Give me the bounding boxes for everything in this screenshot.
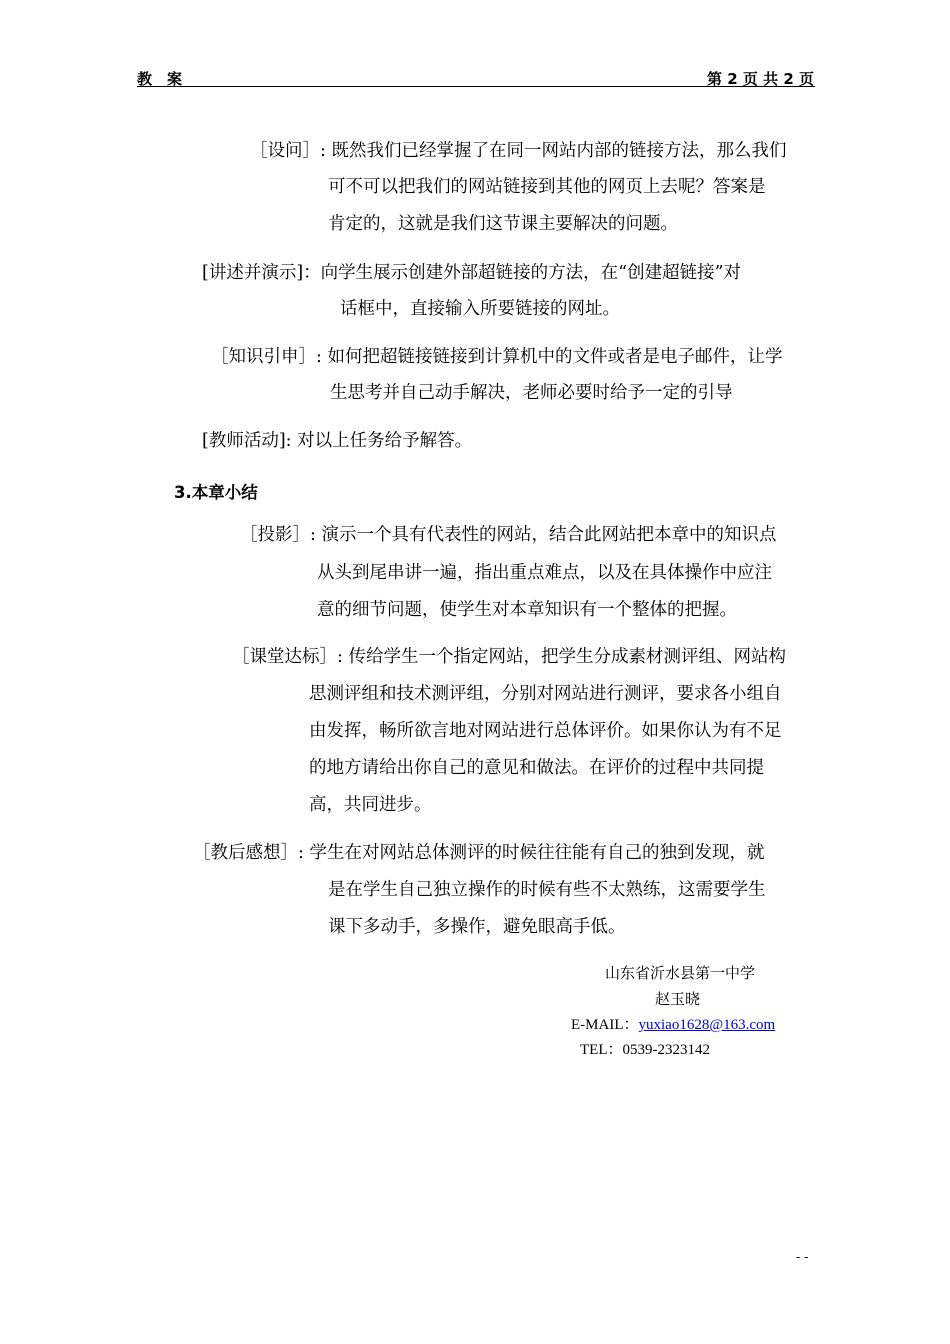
reflection-line-2: 是在学生自己独立操作的时候有些不太熟练，这需要学生	[328, 880, 766, 900]
email-link[interactable]: yuxiao1628@163.com	[638, 1017, 776, 1033]
projection-line-1: ［投影］: 演示一个具有代表性的网站，结合此网站把本章中的知识点	[240, 525, 777, 545]
signature-school: 山东省沂水县第一中学	[605, 966, 756, 982]
class-goal-line-4: 的地方请给出你自己的意见和做法。在评价的过程中共同提	[309, 758, 764, 778]
signature-email-row	[571, 1015, 775, 1035]
reflection-line-1: ［教后感想］: 学生在对网站总体测评的时候往往能有自己的独到发现，就	[193, 843, 765, 863]
extension-line-2: 生思考并自己动手解决，老师必要时给予一定的引导	[330, 383, 733, 403]
section-heading: 3.本章小结	[174, 483, 258, 502]
header-title: 教 案	[137, 70, 183, 88]
header-page-count: 第 2 页 共 2 页	[707, 70, 814, 88]
class-goal-line-3: 由发挥，畅所欲言地对网站进行总体评价。如果你认为有不足	[309, 721, 782, 741]
projection-line-3: 意的细节问题，使学生对本章知识有一个整体的把握。	[317, 600, 737, 620]
question-line-2: 可不可以把我们的网站链接到其他的网页上去呢？答案是	[328, 177, 766, 197]
email-label: E-MAIL：	[571, 1017, 639, 1033]
footer-page-mark: - -	[796, 1250, 809, 1264]
projection-line-2: 从头到尾串讲一遍，指出重点难点，以及在具体操作中应注	[317, 563, 772, 583]
question-line-3: 肯定的，这就是我们这节课主要解决的问题。	[328, 214, 678, 234]
extension-line-1: ［知识引申］: 如何把超链接链接到计算机中的文件或者是电子邮件，让学	[211, 347, 783, 367]
reflection-line-3: 课下多动手，多操作，避免眼高手低。	[328, 917, 626, 937]
class-goal-line-1: ［课堂达标］: 传给学生一个指定网站，把学生分成素材测评组、网站构	[232, 647, 786, 667]
signature-name: 赵玉晓	[655, 992, 701, 1008]
demo-line-1: [讲述并演示]：向学生展示创建外部超链接的方法，在“创建超链接”对	[202, 263, 742, 283]
signature-tel: TEL：0539-2323142	[580, 1042, 710, 1058]
class-goal-line-2: 思测评组和技术测评组，分别对网站进行测评，要求各小组自	[309, 684, 782, 704]
question-line-1: ［设问］: 既然我们已经掌握了在同一网站内部的链接方法，那么我们	[250, 141, 787, 161]
teacher-activity-line: [教师活动]: 对以上任务给予解答。	[202, 431, 473, 451]
demo-line-2: 话框中，直接输入所要链接的网址。	[340, 299, 620, 319]
class-goal-line-5: 高，共同进步。	[309, 795, 432, 815]
header-rule	[137, 86, 815, 87]
